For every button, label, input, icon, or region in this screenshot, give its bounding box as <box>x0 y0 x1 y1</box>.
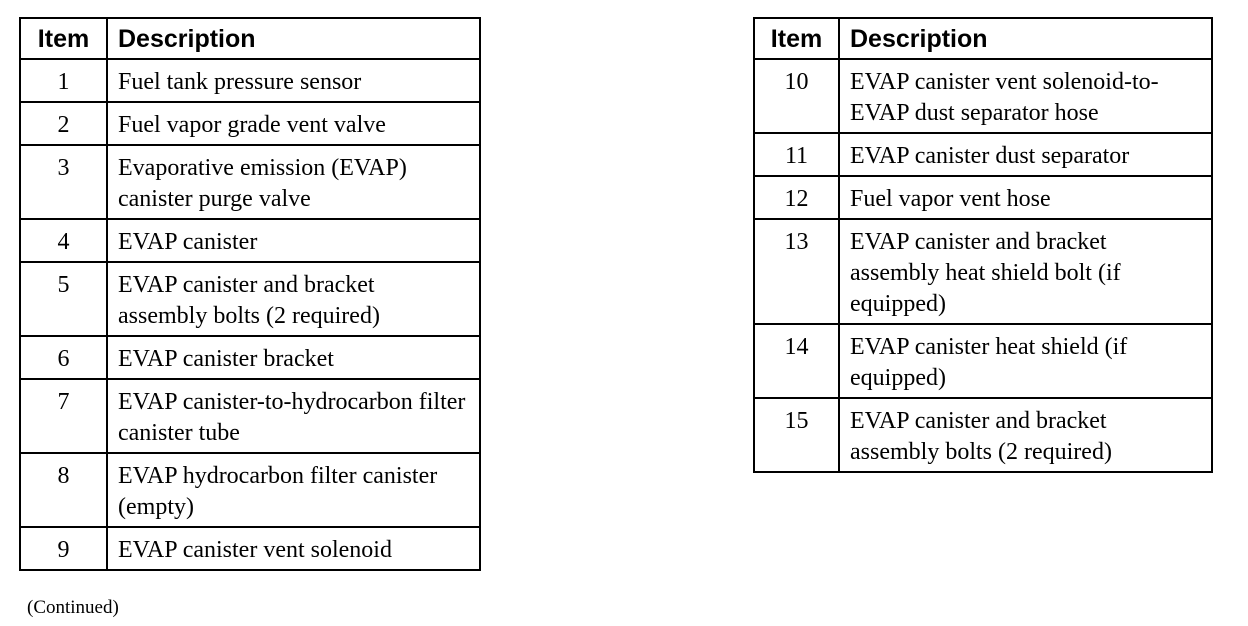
item-description: EVAP hydrocarbon filter canister (empty) <box>107 453 480 527</box>
table-row <box>754 176 1212 219</box>
item-description: EVAP canister dust separator <box>839 133 1212 176</box>
item-number: 12 <box>754 176 839 219</box>
item-description: EVAP canister and bracket assembly heat shield bolt (if equipped) <box>839 219 1212 324</box>
item-description: Fuel tank pressure sensor <box>107 59 480 102</box>
item-number: 11 <box>754 133 839 176</box>
item-number: 13 <box>754 219 839 324</box>
table-row <box>754 219 1212 324</box>
header-description: Description <box>107 18 480 59</box>
table-row <box>754 324 1212 398</box>
item-number: 7 <box>20 379 107 453</box>
header-item: Item <box>20 18 107 59</box>
item-description: EVAP canister and bracket assembly bolts (2 required) <box>839 398 1212 472</box>
table-row <box>20 219 480 262</box>
table-row <box>754 59 1212 133</box>
parts-table-right <box>753 17 1213 473</box>
item-number: 4 <box>20 219 107 262</box>
item-description: Fuel vapor grade vent valve <box>107 102 480 145</box>
item-number: 8 <box>20 453 107 527</box>
table-row <box>20 379 480 453</box>
table-row <box>20 262 480 336</box>
item-description: EVAP canister and bracket assembly bolts (2 required) <box>107 262 480 336</box>
item-description: EVAP canister vent solenoid-to-EVAP dust separator hose <box>839 59 1212 133</box>
table-row <box>754 133 1212 176</box>
item-number: 1 <box>20 59 107 102</box>
table-row <box>20 145 480 219</box>
item-number: 9 <box>20 527 107 570</box>
continued-note: (Continued) <box>27 597 119 618</box>
header-description: Description <box>839 18 1212 59</box>
table-header-row <box>754 18 1212 59</box>
header-item: Item <box>754 18 839 59</box>
item-number: 14 <box>754 324 839 398</box>
item-number: 3 <box>20 145 107 219</box>
item-description: Evaporative emission (EVAP) canister purge valve <box>107 145 480 219</box>
table-row <box>20 336 480 379</box>
parts-table-left <box>19 17 481 571</box>
item-description: EVAP canister <box>107 219 480 262</box>
table-row <box>754 398 1212 472</box>
item-number: 10 <box>754 59 839 133</box>
table-row <box>20 59 480 102</box>
item-number: 6 <box>20 336 107 379</box>
item-description: EVAP canister bracket <box>107 336 480 379</box>
item-number: 15 <box>754 398 839 472</box>
item-description: EVAP canister heat shield (if equipped) <box>839 324 1212 398</box>
table-header-row <box>20 18 480 59</box>
item-number: 5 <box>20 262 107 336</box>
table-row <box>20 102 480 145</box>
item-number: 2 <box>20 102 107 145</box>
table-row <box>20 453 480 527</box>
table-row <box>20 527 480 570</box>
item-description: EVAP canister-to-hydrocarbon filter canister tube <box>107 379 480 453</box>
item-description: EVAP canister vent solenoid <box>107 527 480 570</box>
item-description: Fuel vapor vent hose <box>839 176 1212 219</box>
